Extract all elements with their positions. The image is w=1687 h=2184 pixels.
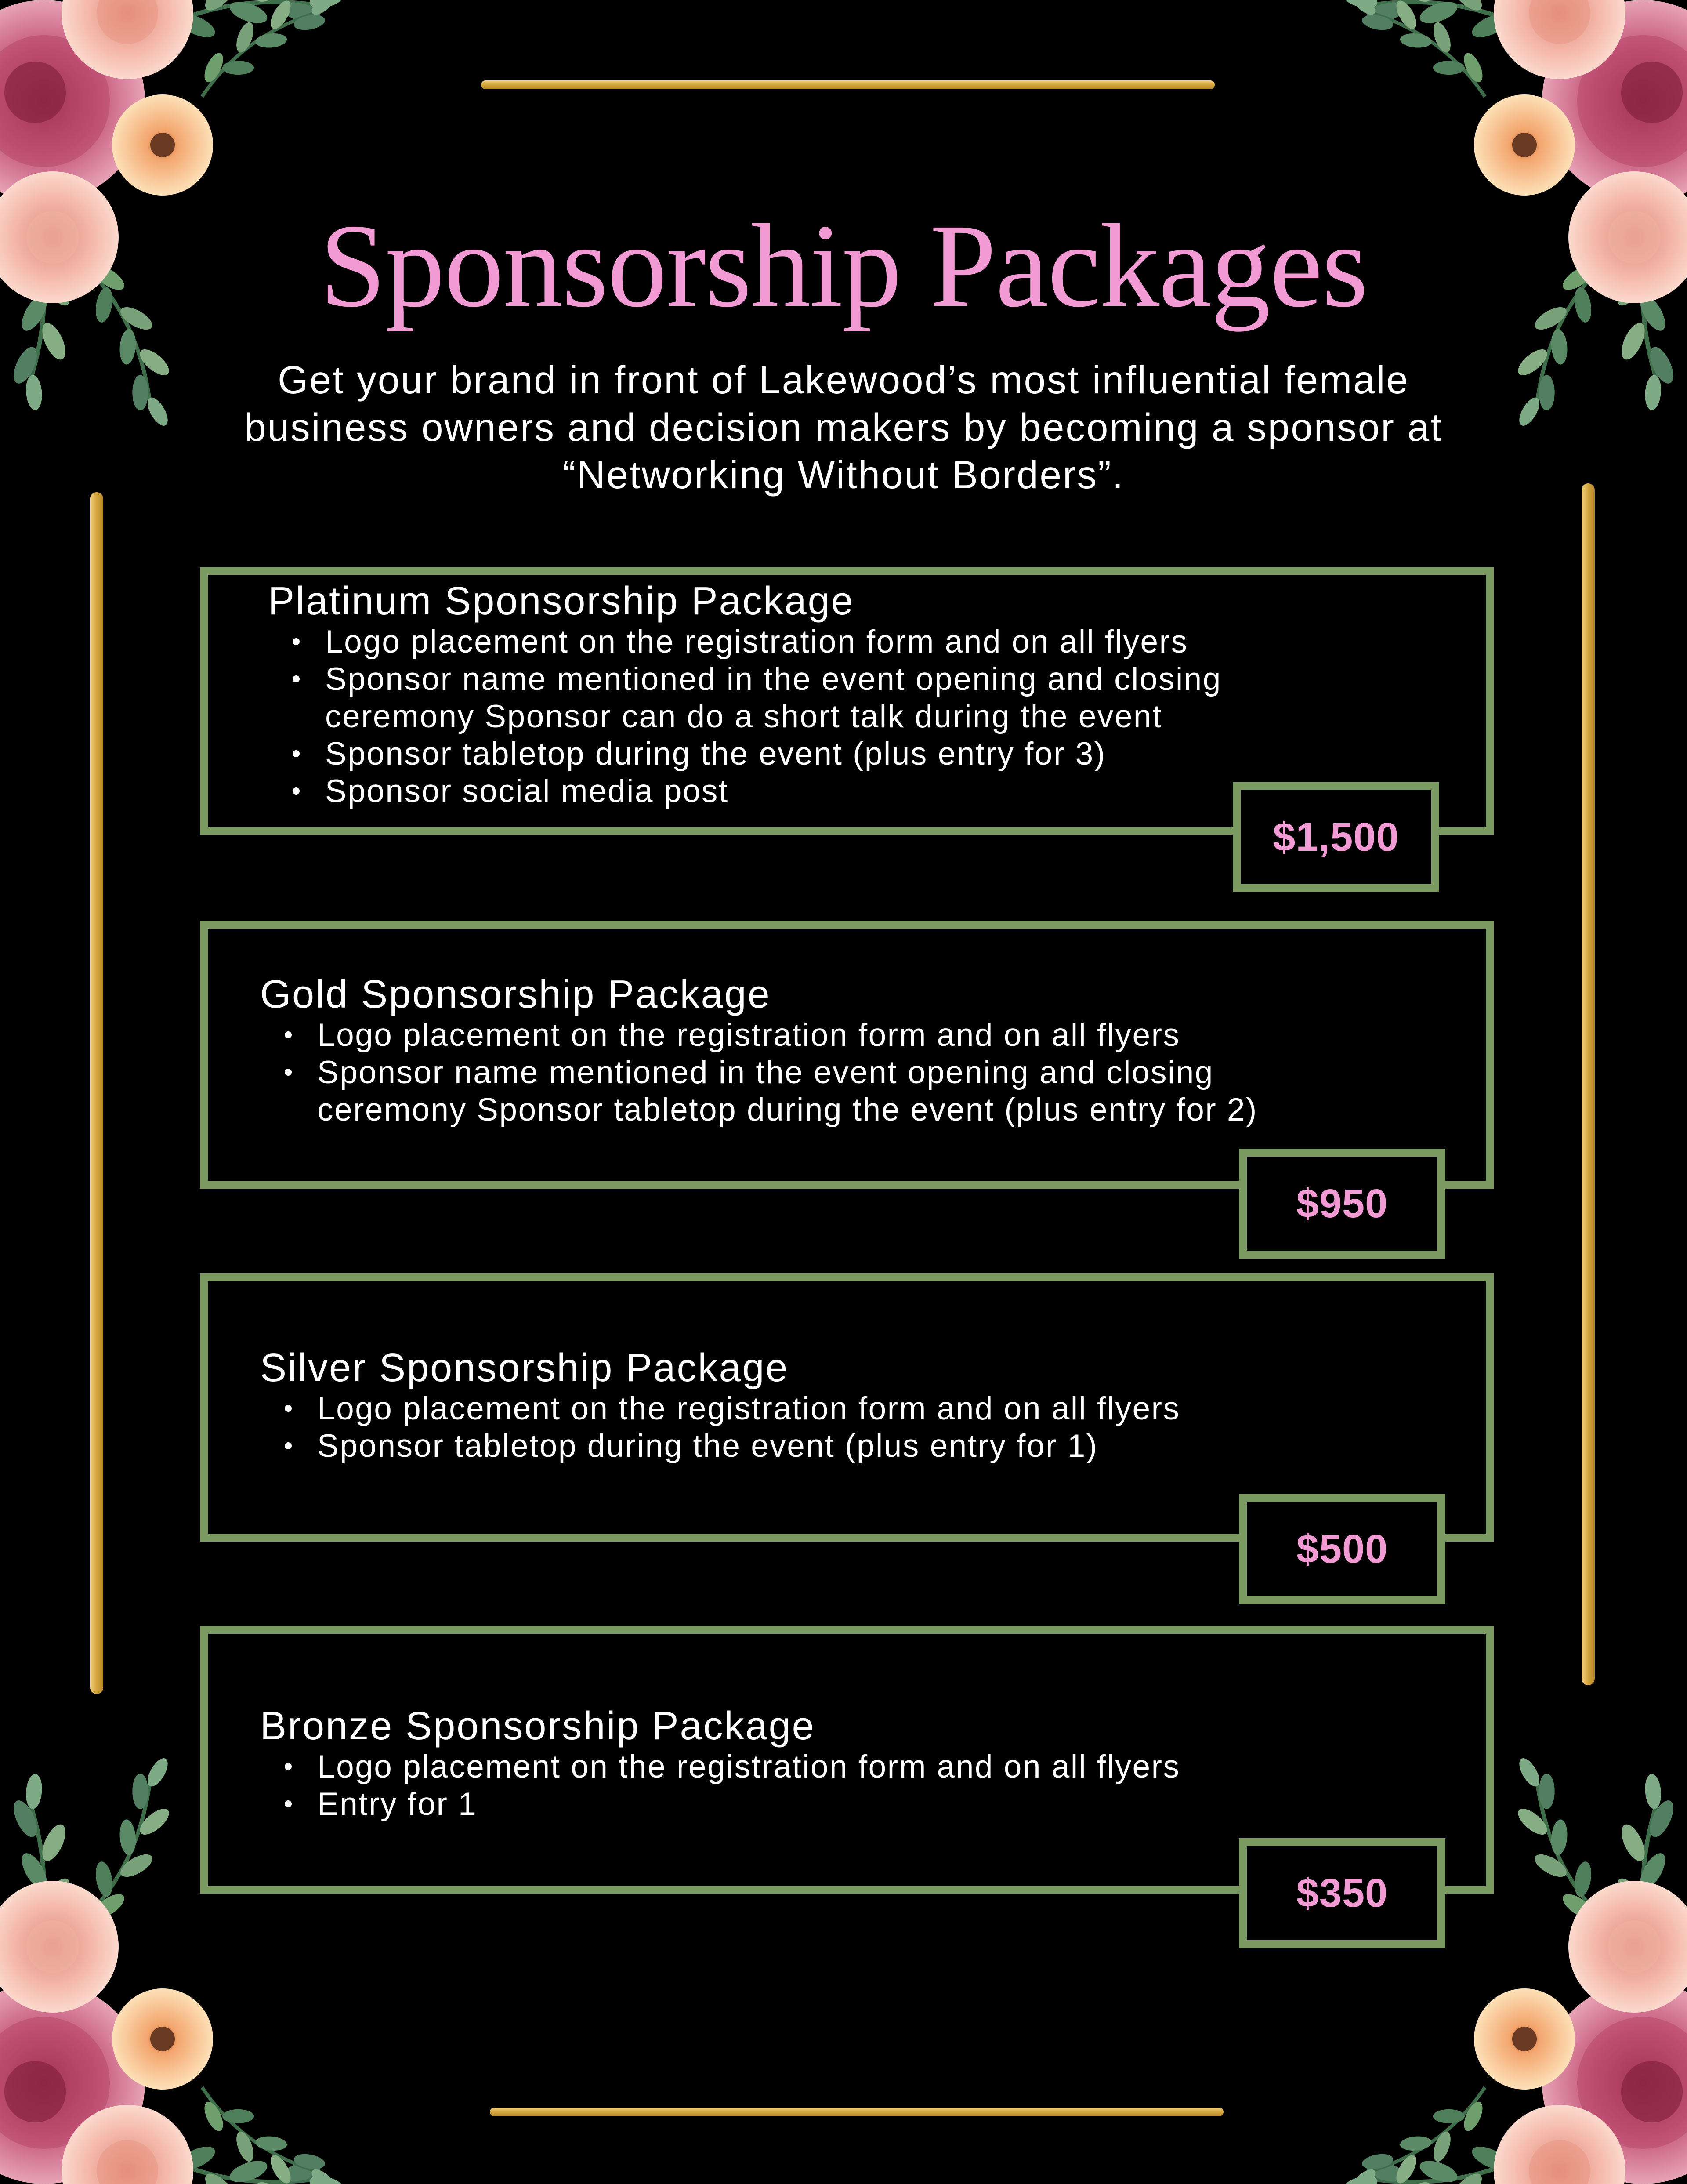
- package-benefits-list: [268, 623, 1287, 810]
- package-content-gold: [260, 972, 1358, 1128]
- package-content-platinum: [268, 579, 1287, 810]
- page-title: Sponsorship Packages: [319, 200, 1368, 332]
- top-gold-line: [481, 80, 1215, 89]
- list-item: Logo placement on the registration form and on all flyers: [260, 1390, 1358, 1427]
- list-item: Sponsor name mentioned in the event opening and closing ceremony Sponsor tabletop during the event (plus entry for 2): [260, 1054, 1358, 1128]
- right-gold-line: [1582, 483, 1595, 1685]
- package-title: Silver Sponsorship Package: [260, 1346, 789, 1390]
- list-item: Logo placement on the registration form and on all flyers: [268, 623, 1287, 660]
- package-title: Platinum Sponsorship Package: [268, 579, 854, 623]
- left-gold-line: [90, 492, 103, 1694]
- price-tag-silver: [1239, 1494, 1445, 1604]
- price-value: $500: [1296, 1526, 1388, 1571]
- price-value: $950: [1296, 1181, 1388, 1226]
- package-content-bronze: [260, 1704, 1358, 1823]
- price-value: $350: [1296, 1870, 1388, 1916]
- bottom-gold-line: [490, 2108, 1224, 2116]
- list-item: Entry for 1: [260, 1785, 1358, 1823]
- price-value: $1,500: [1273, 814, 1399, 860]
- price-tag-platinum: [1233, 782, 1439, 892]
- list-item: Sponsor tabletop during the event (plus entry for 3): [268, 735, 1287, 773]
- package-benefits-list: [260, 1748, 1358, 1823]
- package-benefits-list: [260, 1016, 1358, 1128]
- list-item: Logo placement on the registration form and on all flyers: [260, 1016, 1358, 1054]
- list-item: Sponsor name mentioned in the event opening and closing ceremony Sponsor can do a short talk during the event: [268, 660, 1287, 735]
- list-item: Sponsor social media post: [268, 773, 1287, 810]
- package-title: Bronze Sponsorship Package: [260, 1704, 815, 1748]
- price-tag-bronze: [1239, 1838, 1445, 1948]
- intro-text: Get your brand in front of Lakewood’s most influential female business owners and decision makers by becoming a sponsor at “Networking Without Borders”.: [244, 358, 1443, 497]
- list-item: Logo placement on the registration form and on all flyers: [260, 1748, 1358, 1785]
- package-content-silver: [260, 1346, 1358, 1465]
- package-benefits-list: [260, 1390, 1358, 1465]
- package-title: Gold Sponsorship Package: [260, 972, 771, 1016]
- list-item: Sponsor tabletop during the event (plus entry for 1): [260, 1427, 1358, 1465]
- price-tag-gold: [1239, 1149, 1445, 1259]
